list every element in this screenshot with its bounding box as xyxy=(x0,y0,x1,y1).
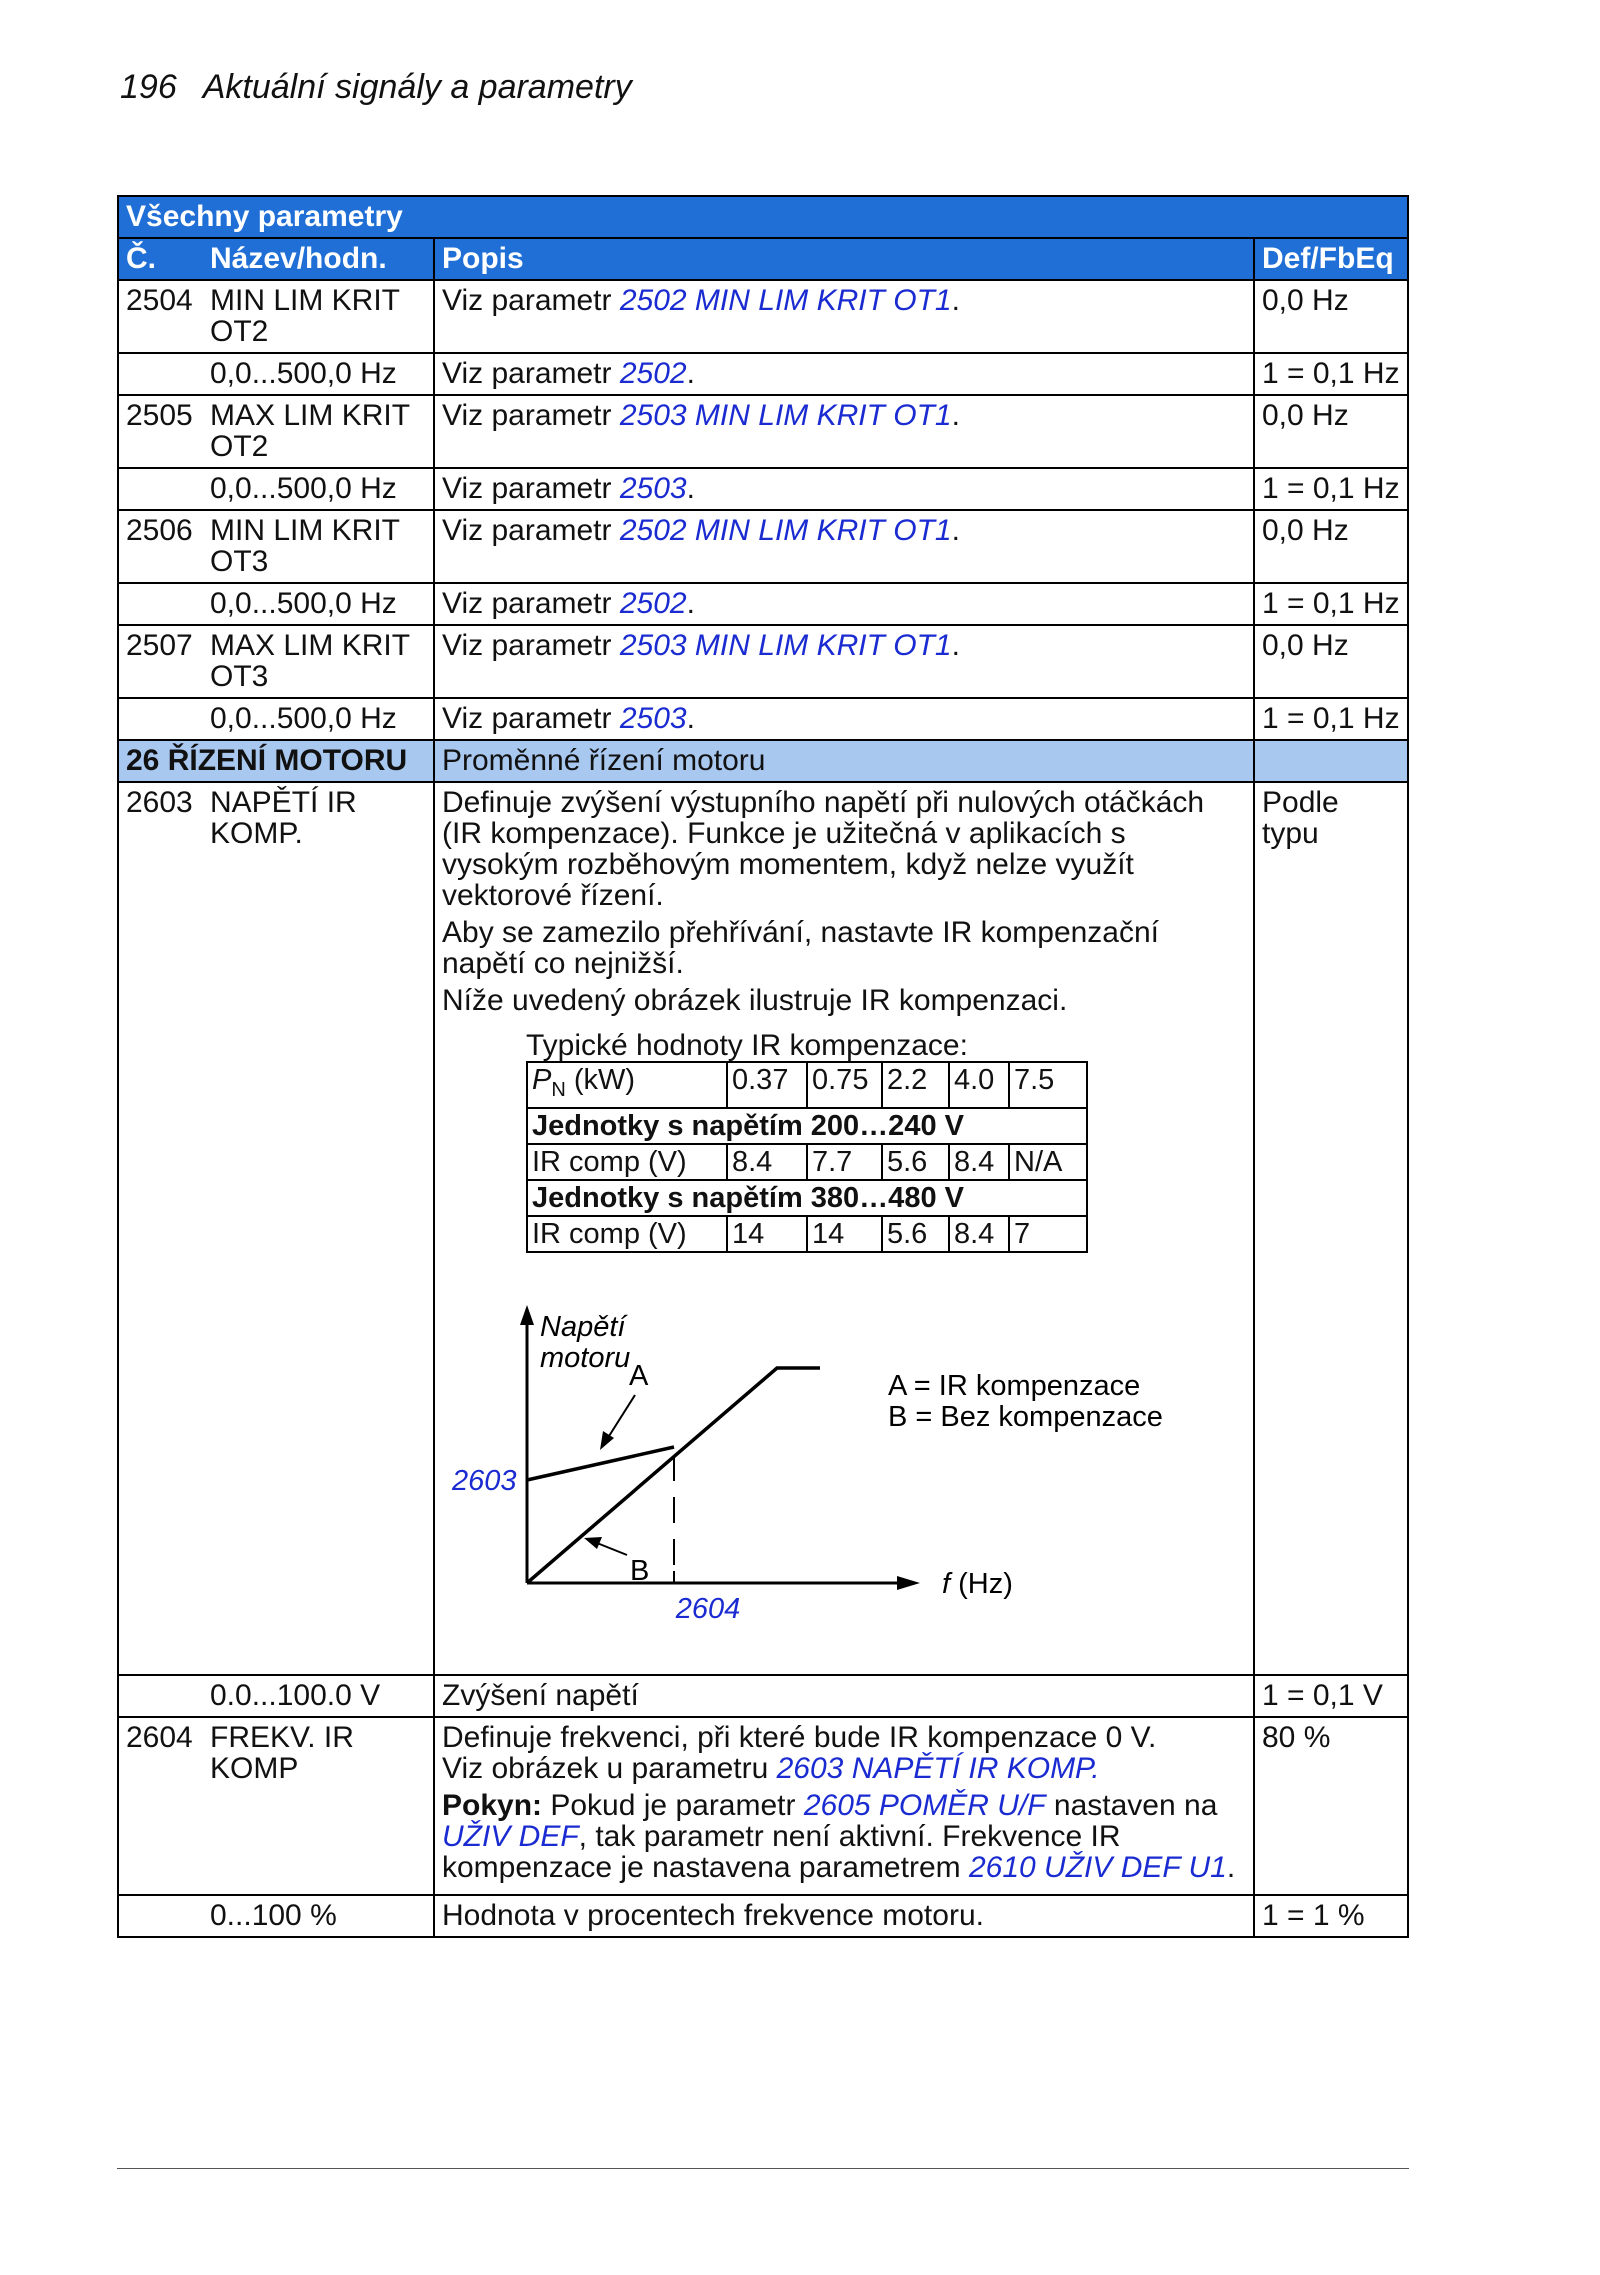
param-link[interactable]: 2610 UŽIV DEF U1 xyxy=(968,1850,1227,1884)
desc-text: . xyxy=(686,472,695,505)
param-number: 2507 xyxy=(126,629,193,662)
desc-text: . xyxy=(951,284,960,317)
param-number: 2505 xyxy=(126,399,193,432)
ir-group-label: Jednotky s napětím 200…240 V xyxy=(527,1108,1087,1144)
param-range: 0,0...500,0 Hz xyxy=(210,357,397,390)
param-default: 0,0 Hz xyxy=(1254,280,1408,353)
table-row xyxy=(118,583,1408,625)
param-link[interactable]: 2502 MIN LIM KRIT OT1 xyxy=(619,284,952,317)
table-row-2603 xyxy=(118,782,1408,1675)
table-row xyxy=(118,510,1408,583)
label-a: A xyxy=(629,1359,649,1392)
ir-cell: 7 xyxy=(1009,1216,1087,1252)
group-desc: Proměnné řízení motoru xyxy=(434,740,1254,782)
param-note: Pokyn: Pokud je parametr 2605 POMĚR U/F nastaven na UŽIV DEF, tak parametr není aktivní. Frekvence IR kompenzace je nastavena parametrem 2610 UŽIV DEF U1. xyxy=(442,1788,1236,1884)
table-row xyxy=(118,1675,1408,1717)
param-number: 2604 xyxy=(126,1720,193,1754)
param-name: MIN LIM KRIT OT2 xyxy=(210,284,400,348)
table-title-row xyxy=(118,196,1408,238)
y-tick-2603: 2603 xyxy=(452,1464,517,1497)
param-name: MIN LIM KRIT OT3 xyxy=(210,514,400,578)
ir-cell: 8.4 xyxy=(727,1144,807,1180)
param-link[interactable]: 2603 NAPĚTÍ IR KOMP. xyxy=(776,1751,1100,1785)
table-row xyxy=(118,395,1408,468)
ir-cell: 8.4 xyxy=(949,1144,1009,1180)
ir-cell: 7.7 xyxy=(807,1144,882,1180)
ir-cell: 8.4 xyxy=(949,1216,1009,1252)
param-number: 2506 xyxy=(126,514,193,547)
col-header-name: Název/hodn. xyxy=(210,242,387,275)
param-warning: Aby se zamezilo přehřívání, nastavte IR kompenzační napětí co nejnižší. xyxy=(442,916,1160,980)
group-name: 26 ŘÍZENÍ MOTORU xyxy=(118,740,434,782)
y-axis-label-1: Napětí xyxy=(540,1310,626,1343)
desc-text: Viz parametr xyxy=(442,357,620,390)
param-link[interactable]: 2502 MIN LIM KRIT OT1 xyxy=(619,514,952,547)
table-row xyxy=(118,698,1408,740)
param-link[interactable]: 2605 POMĚR U/F xyxy=(803,1788,1046,1822)
x-axis-arrow-icon xyxy=(897,1576,920,1590)
param-range: 0,0...500,0 Hz xyxy=(210,702,397,735)
ir-cell: 2.2 xyxy=(882,1062,949,1108)
param-link[interactable]: 2503 MIN LIM KRIT OT1 xyxy=(619,399,952,432)
ir-values-table xyxy=(526,1061,1088,1253)
desc-text: . xyxy=(951,514,960,547)
ir-cell: 4.0 xyxy=(949,1062,1009,1108)
param-number: 2603 xyxy=(126,786,193,819)
legend-b: B = Bez kompenzace xyxy=(888,1400,1163,1433)
param-default: 0,0 Hz xyxy=(1254,510,1408,583)
page-number: 196 xyxy=(120,68,177,106)
param-fbeq: 1 = 0,1 Hz xyxy=(1254,468,1408,510)
param-fbeq: 1 = 0,1 Hz xyxy=(1254,698,1408,740)
table-row xyxy=(118,625,1408,698)
y-axis-label-2: motoru xyxy=(540,1341,631,1374)
desc-text: Viz parametr xyxy=(442,399,620,432)
param-name: MAX LIM KRIT OT3 xyxy=(210,629,410,693)
param-link[interactable]: UŽIV DEF xyxy=(442,1819,579,1853)
ir-cell: 5.6 xyxy=(882,1144,949,1180)
param-link[interactable]: 2503 xyxy=(619,472,687,505)
param-range: 0,0...500,0 Hz xyxy=(210,472,397,505)
col-header-def: Def/FbEq xyxy=(1254,238,1408,280)
ir-cell: N/A xyxy=(1009,1144,1087,1180)
ir-label: IR comp (V) xyxy=(527,1216,727,1252)
ir-values-row xyxy=(527,1216,1087,1252)
ir-cell: 5.6 xyxy=(882,1216,949,1252)
param-fbeq: 1 = 0,1 Hz xyxy=(1254,583,1408,625)
pointer-a-arrow-icon xyxy=(600,1431,614,1450)
desc-text: . xyxy=(951,629,960,662)
ir-compensation-diagram xyxy=(442,1283,1222,1663)
param-link[interactable]: 2502 xyxy=(619,357,687,390)
ir-cell: 7.5 xyxy=(1009,1062,1087,1108)
param-range: 0...100 % xyxy=(210,1898,337,1932)
ir-group-label: Jednotky s napětím 380…480 V xyxy=(527,1180,1087,1216)
ir-group-row xyxy=(527,1180,1087,1216)
ir-values-row xyxy=(527,1144,1087,1180)
param-name: FREKV. IR KOMP xyxy=(210,1720,354,1785)
table-row-2604 xyxy=(118,1717,1408,1895)
footer-divider xyxy=(117,2168,1409,2169)
desc-text: Viz parametr xyxy=(442,472,620,505)
ir-cell: 14 xyxy=(727,1216,807,1252)
desc-text: Viz parametr xyxy=(442,702,620,735)
table-row xyxy=(118,468,1408,510)
desc-text: . xyxy=(951,399,960,432)
pn-label: $P_N$ (kW) xyxy=(527,1062,727,1108)
col-header-no: Č. xyxy=(126,242,156,275)
page-header-title: Aktuální signály a parametry xyxy=(202,68,632,106)
ir-label: IR comp (V) xyxy=(527,1144,727,1180)
ir-group-row xyxy=(527,1108,1087,1144)
param-link[interactable]: 2503 xyxy=(619,702,687,735)
param-fbeq: 1 = 1 % xyxy=(1254,1895,1408,1937)
param-figure-intro: Níže uvedený obrázek ilustruje IR kompenzaci. xyxy=(442,984,1068,1017)
desc-text: . xyxy=(686,702,695,735)
table-title: Všechny parametry xyxy=(118,196,1408,238)
param-description: Definuje zvýšení výstupního napětí při nulových otáčkách (IR kompenzace). Funkce je užitečná v aplikacích s vysokým rozběhovým momentem, když nelze využít vektorové řízení. xyxy=(442,786,1205,912)
param-range: 0,0...500,0 Hz xyxy=(210,587,397,620)
param-link[interactable]: 2503 MIN LIM KRIT OT1 xyxy=(619,629,952,662)
param-fbeq: 1 = 0,1 Hz xyxy=(1254,353,1408,395)
ir-cell: 0.37 xyxy=(727,1062,807,1108)
desc-text: Viz parametr xyxy=(442,587,620,620)
table-row xyxy=(118,353,1408,395)
y-axis-arrow-icon xyxy=(520,1305,534,1325)
ir-cell: 14 xyxy=(807,1216,882,1252)
table-header-row xyxy=(118,238,1408,280)
range-description: Zvýšení napětí xyxy=(434,1675,1254,1717)
parameters-table xyxy=(117,195,1409,1938)
param-default: 0,0 Hz xyxy=(1254,395,1408,468)
desc-text: . xyxy=(686,357,695,390)
legend-a: A = IR kompenzace xyxy=(888,1369,1141,1402)
desc-text: Viz parametr xyxy=(442,284,620,317)
page-header xyxy=(120,68,658,107)
desc-text: Viz parametr xyxy=(442,629,620,662)
param-name: NAPĚTÍ IR KOMP. xyxy=(210,786,357,850)
desc-text: Viz parametr xyxy=(442,514,620,547)
table-row xyxy=(118,280,1408,353)
x-axis-label: f (Hz) xyxy=(942,1567,1013,1600)
ir-pn-row xyxy=(527,1062,1087,1108)
param-description: Definuje frekvenci, při které bude IR kompenzace 0 V. Viz obrázek u parametru 2603 NAPĚTÍ IR KOMP. xyxy=(442,1720,1157,1785)
param-link[interactable]: 2502 xyxy=(619,587,687,620)
param-fbeq: 1 = 0,1 V xyxy=(1254,1675,1408,1717)
label-b: B xyxy=(630,1554,650,1587)
param-default: 0,0 Hz xyxy=(1254,625,1408,698)
desc-text: . xyxy=(686,587,695,620)
group-row xyxy=(118,740,1408,782)
param-default: 80 % xyxy=(1254,1717,1408,1895)
col-header-desc: Popis xyxy=(434,238,1254,280)
param-name: MAX LIM KRIT OT2 xyxy=(210,399,410,463)
param-range: 0.0...100.0 V xyxy=(210,1678,381,1712)
ir-cell: 0.75 xyxy=(807,1062,882,1108)
ir-table-caption: Typické hodnoty IR kompenzace: xyxy=(526,1029,968,1062)
param-number: 2504 xyxy=(126,284,193,317)
pointer-b-arrow-icon xyxy=(584,1537,602,1549)
param-default: Podle typu xyxy=(1254,782,1408,1675)
range-description: Hodnota v procentech frekvence motoru. xyxy=(434,1895,1254,1937)
table-row xyxy=(118,1895,1408,1937)
x-tick-2604: 2604 xyxy=(675,1592,741,1625)
